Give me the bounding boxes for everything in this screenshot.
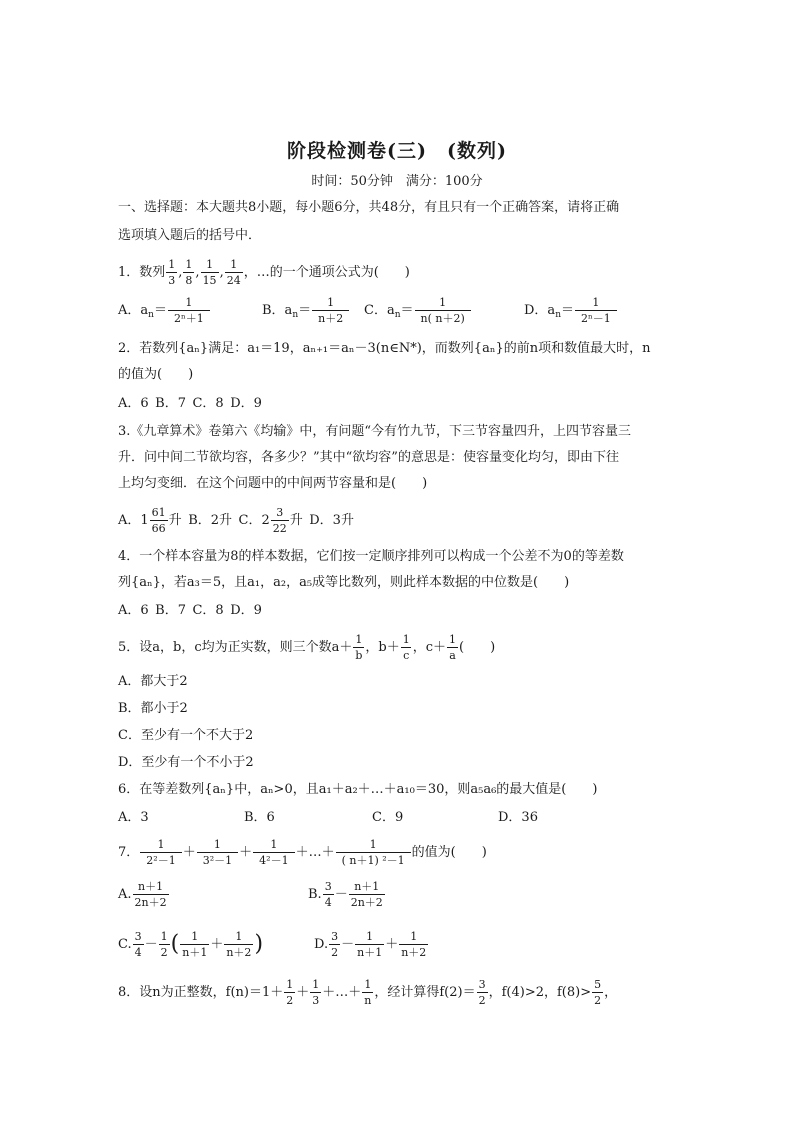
q1-seq-term: $\frac{1}{15}$: [202, 258, 217, 287]
section-intro-line-2: 选项填入题后的括号中．: [118, 228, 262, 243]
question-8: 8．设n为正整数，f(n)＝1＋ $\frac{1}{2}$ ＋ $\frac{1}{3}$ ＋…＋ $\frac{1}{n}$ ，经计算得f(2)＝ $\frac{3}{2}$ ，f(4)>2，f(8)> $\frac{5}{2}$ ，: [118, 978, 618, 1007]
q1-option-b: B．$a_n=$ $\frac{1}{n+2}$: [262, 296, 350, 325]
q1-seq-term: $\frac{1}{8}$: [185, 258, 193, 287]
question-1: 1．数列 $\frac{1}{3}$ , $\frac{1}{8}$ , $\frac{1}{15}$ , $\frac{1}{24}$ ，…的一个通项公式为( ): [118, 258, 410, 287]
q1-seq-term: $\frac{1}{3}$: [168, 258, 176, 287]
q1-option-d: D．$a_n=$ $\frac{1}{\text{2ⁿ－1}}$: [524, 296, 618, 325]
q2-line-2: 的值为( ): [118, 367, 194, 382]
q1-option-c: C．$a_n=$ $\frac{1}{n( n+2)}$: [364, 296, 472, 325]
question-7: 7． $\frac{1}{\text{2²－1}}$ ＋ $\frac{1}{\text{3²－1}}$ ＋ $\frac{1}{\text{4²－1}}$ ＋…＋ $\frac{1}{\text{( n＋1) ²－1}}$ 的值为( ): [118, 838, 487, 867]
q3-line-1: 3.《九章算术》卷第六《均输》中，有问题“今有竹九节，下三节容量四升，上四节容量三: [118, 424, 632, 439]
q5-option-a: A．都大于2: [118, 674, 188, 689]
q1-suffix: ，…的一个通项公式为( ): [243, 265, 410, 280]
q1-seq-term: $\frac{1}{24}$: [226, 258, 241, 287]
q7-option-a: A. $\frac{n+1}{2n+2}$: [118, 880, 167, 909]
q7-option-c: C. $\frac{3}{4}$ － $\frac{1}{2}$ ( $\frac{1}{n+1}$ ＋ $\frac{1}{n+2}$ ): [118, 930, 264, 959]
q6-option-c: C．9: [372, 810, 404, 825]
q6-option-a: A．3: [118, 810, 149, 825]
q7-option-b: B. $\frac{3}{4}$ － $\frac{n+1}{2n+2}$: [308, 880, 383, 909]
q5-option-c: C．至少有一个不大于2: [118, 728, 254, 743]
q3-options: A．1 $\frac{61}{66}$ 升 B．2升 C．2 $\frac{3}{22}$ 升 D．3升: [118, 506, 354, 535]
q4-line-1: 4．一个样本容量为8的样本数据，它们按一定顺序排列可以构成一个公差不为0的等差数: [118, 549, 624, 564]
section-intro-line-1: 一、选择题：本大题共8小题，每小题6分，共48分，有且只有一个正确答案，请将正确: [118, 200, 620, 215]
q3-line-3: 上均匀变细．在这个问题中的中间两节容量和是( ): [118, 476, 428, 491]
q1-prefix: 1．数列: [118, 265, 166, 280]
q6-option-d: D．36: [498, 810, 538, 825]
q2-line-1: 2．若数列{aₙ}满足：a₁＝19，aₙ₊₁＝aₙ－3(n∈N*)，而数列{aₙ}的前n项和数值最大时，n: [118, 341, 651, 356]
question-5: 5．设a，b，c均为正实数，则三个数a＋ $\frac{1}{b}$ ，b＋ $\frac{1}{c}$ ，c＋ $\frac{1}{a}$ ( ): [118, 633, 496, 662]
q5-option-b: B．都小于2: [118, 701, 188, 716]
q4-options: A．6 B．7 C．8 D．9: [118, 603, 262, 618]
page-subtitle: 时间：50分钟 满分：100分: [311, 174, 483, 189]
q2-options: A．6 B．7 C．8 D．9: [118, 396, 262, 411]
page-title: 阶段检测卷(三) (数列): [287, 140, 507, 162]
q6-option-b: B．6: [244, 810, 275, 825]
q5-option-d: D．至少有一个不小于2: [118, 755, 254, 770]
q3-line-2: 升．问中间二节欲均容，各多少？”其中“欲均容”的意思是：使容量变化均匀，即由下往: [118, 450, 619, 465]
q6-line-1: 6．在等差数列{aₙ}中，aₙ>0，且a₁＋a₂＋…＋a₁₀＝30，则a₅a₆的最大值是( ): [118, 782, 598, 797]
q4-line-2: 列{aₙ}，若a₃＝5，且a₁，a₂，a₅成等比数列，则此样本数据的中位数是( ): [118, 575, 570, 590]
q1-option-a: A．$a_n=$ $\frac{1}{\text{2ⁿ＋1}}$: [118, 296, 211, 325]
q7-option-d: D. $\frac{3}{2}$ － $\frac{1}{n+1}$ ＋ $\frac{1}{n+2}$: [314, 930, 427, 959]
